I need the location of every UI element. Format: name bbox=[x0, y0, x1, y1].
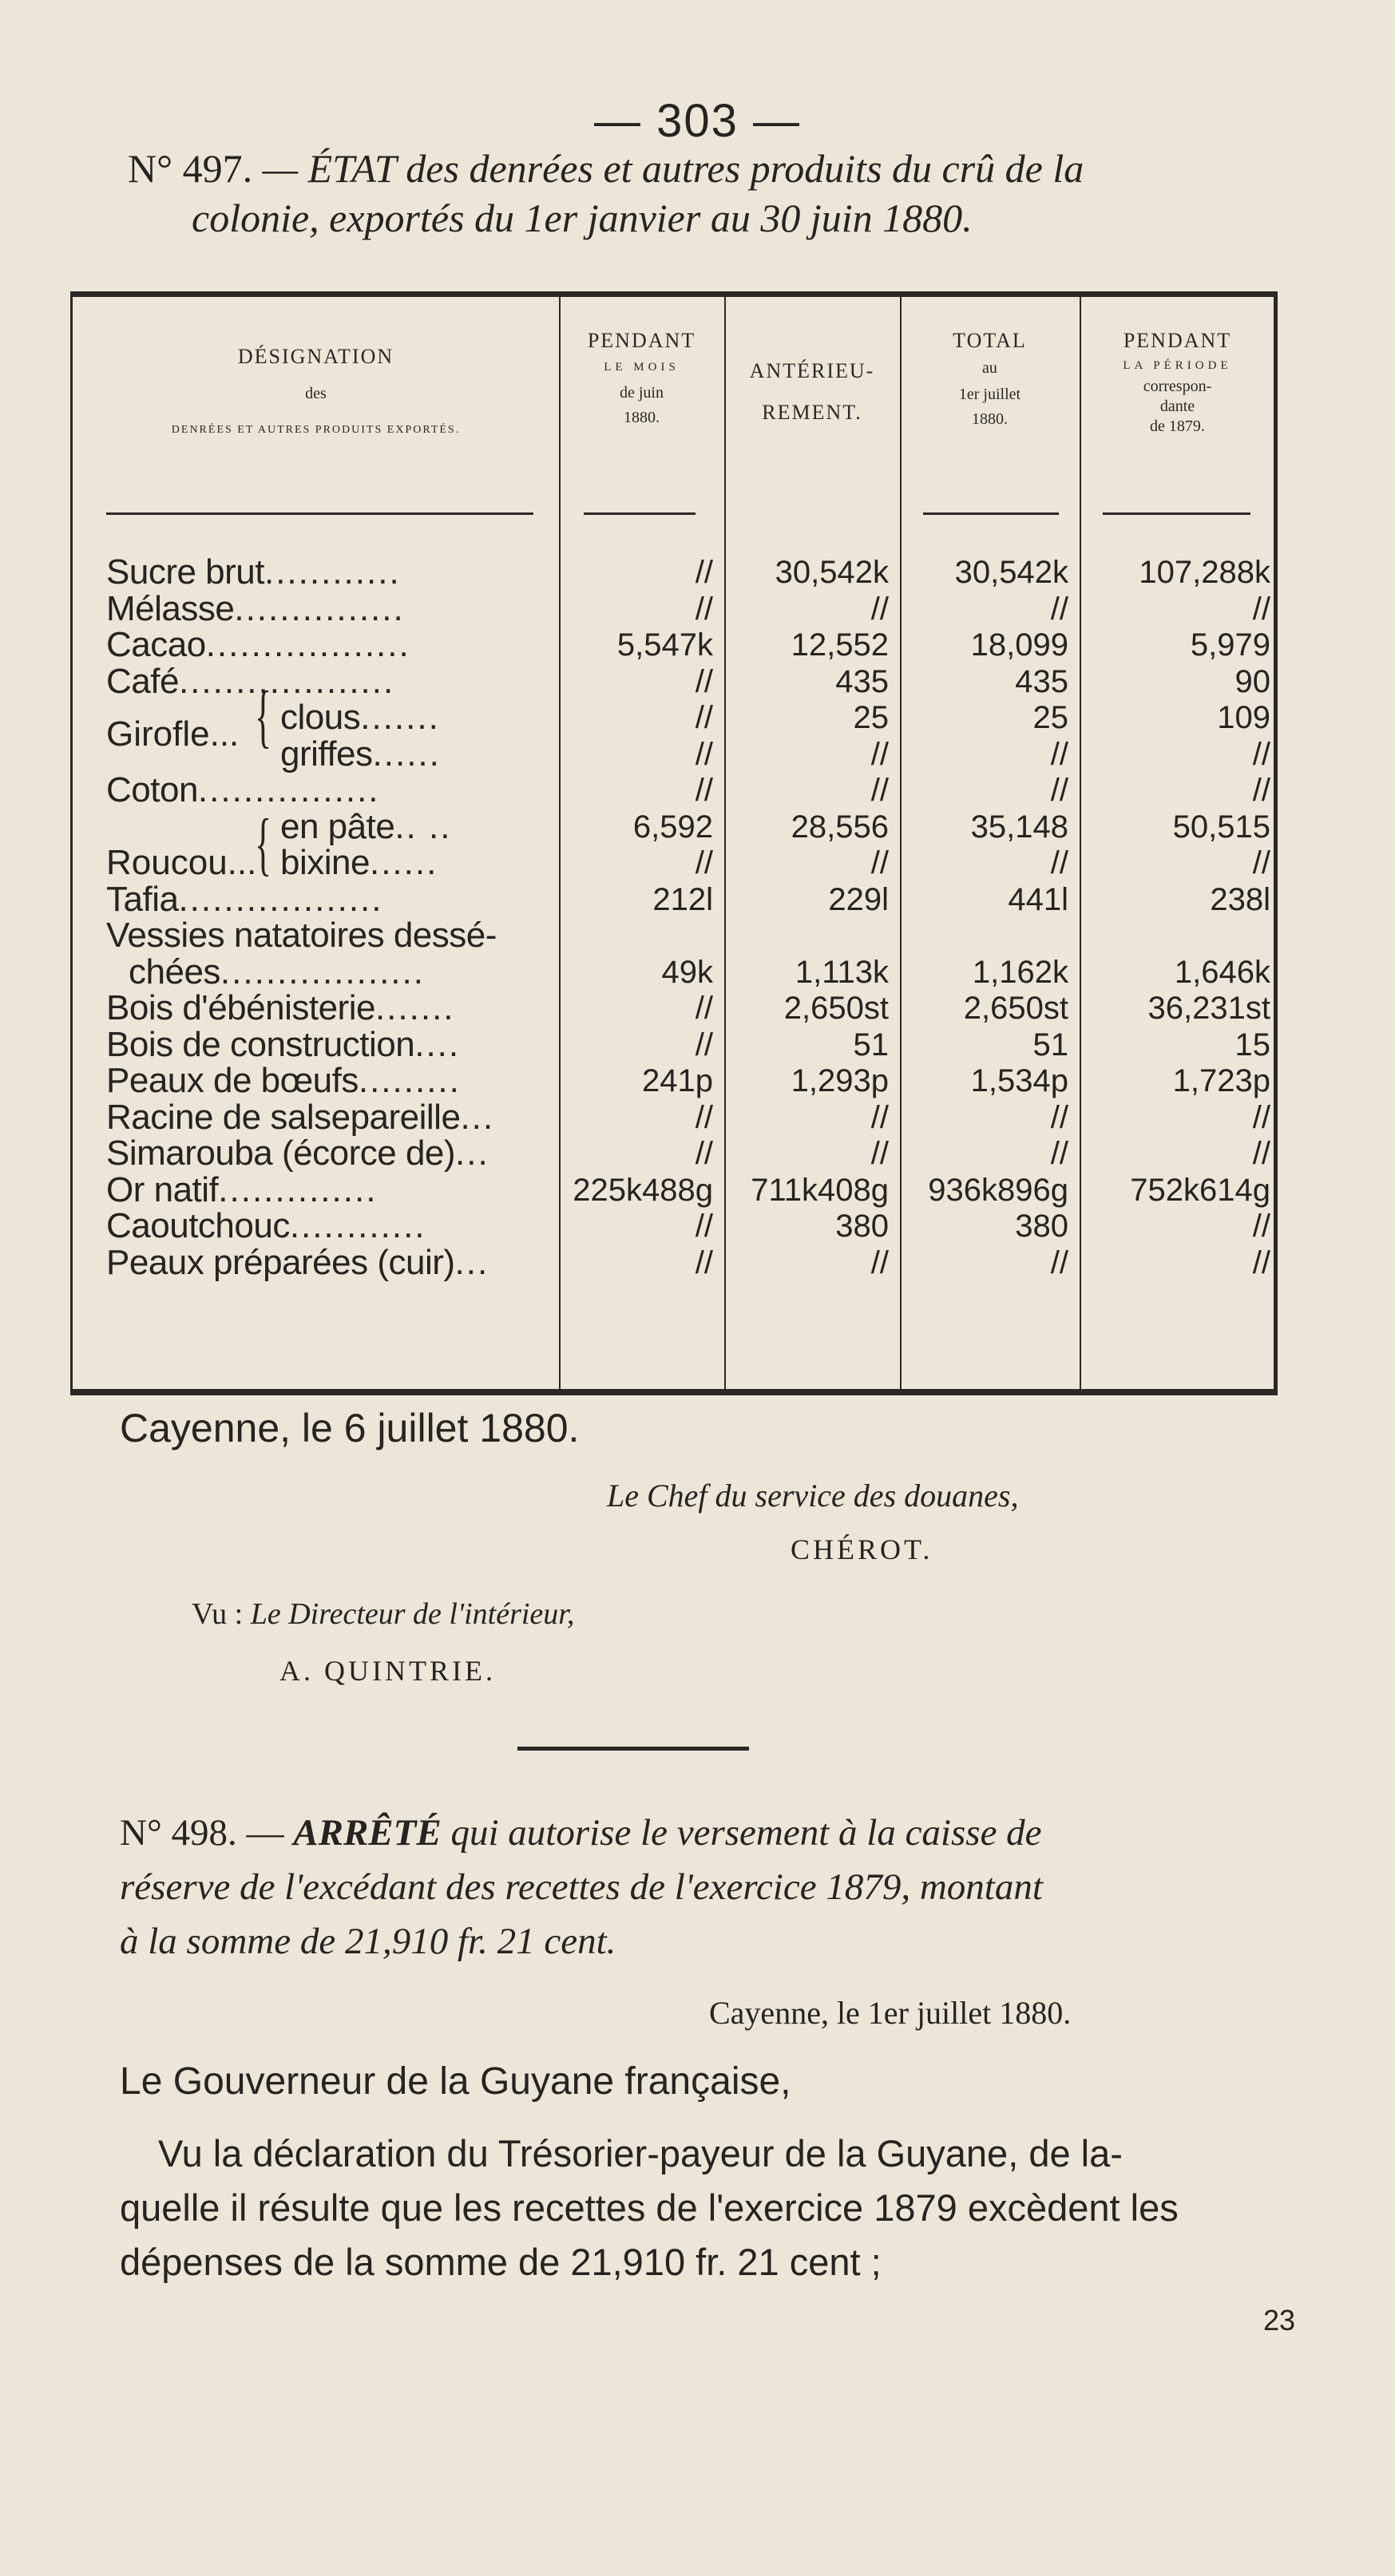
row-value-c3: 1,534p bbox=[970, 1063, 1068, 1098]
row-label-dots: ......... bbox=[358, 1061, 461, 1100]
row-label-dots: ...... bbox=[369, 843, 438, 882]
row-value-c1: // bbox=[695, 591, 713, 627]
table-row bbox=[73, 917, 1280, 954]
vu-para-line2: quelle il résulte que les recettes de l'exercice 1879 excèdent les bbox=[120, 2186, 1179, 2229]
row-label-text: Coton bbox=[106, 770, 198, 809]
arrete-dash: — bbox=[246, 1812, 284, 1854]
signature-date: Cayenne, le 6 juillet 1880. bbox=[120, 1406, 580, 1450]
row-value-c3: // bbox=[1050, 736, 1068, 772]
row-label-text: Tafia bbox=[106, 879, 179, 919]
row-value-c2: 380 bbox=[835, 1209, 889, 1244]
vu-paragraph bbox=[120, 2127, 1286, 2289]
row-label-dots: ............... bbox=[234, 588, 405, 628]
row-label-dots: .... bbox=[414, 1024, 461, 1064]
row-value-c1: // bbox=[695, 1136, 713, 1171]
header-pendant-l1: PENDANT bbox=[587, 329, 696, 352]
row-value-c3: // bbox=[1050, 1244, 1068, 1280]
row-value-c4: 15 bbox=[1234, 1027, 1270, 1062]
row-value-c3: 25 bbox=[1032, 700, 1068, 735]
row-label bbox=[106, 588, 405, 628]
row-label-text: Caoutchouc bbox=[106, 1206, 290, 1245]
row-value-c4: 5,979 bbox=[1190, 627, 1270, 663]
row-value-c3: // bbox=[1050, 1136, 1068, 1171]
row-value-c3: // bbox=[1050, 1099, 1068, 1135]
row-value-c1: 49k bbox=[661, 954, 713, 990]
heading-line2: colonie, exportés du 1er janvier au 30 juin 1880. bbox=[192, 196, 973, 240]
header-total-l4: 1880. bbox=[972, 410, 1008, 428]
header-rule bbox=[1103, 512, 1250, 515]
row-label bbox=[280, 806, 452, 846]
table-heading bbox=[128, 144, 1294, 243]
row-value-c3: // bbox=[1050, 773, 1068, 808]
header-rule bbox=[584, 512, 696, 515]
row-value-c2: // bbox=[870, 845, 889, 880]
row-value-c1: // bbox=[695, 736, 713, 772]
page-number: — 303 — bbox=[594, 95, 801, 147]
header-designation bbox=[73, 345, 559, 437]
arrete-title: ARRÊTÉ bbox=[293, 1812, 442, 1854]
heading-dash: — bbox=[262, 146, 299, 191]
row-label-text: bixine bbox=[280, 843, 370, 882]
row-label bbox=[280, 845, 438, 881]
table-row bbox=[73, 663, 1280, 700]
table-row bbox=[73, 699, 1280, 736]
table-row bbox=[73, 772, 1280, 809]
row-label bbox=[106, 1062, 461, 1099]
row-label-text: Bois d'ébénisterie bbox=[106, 988, 375, 1027]
row-label-dots: .............. bbox=[218, 1169, 378, 1209]
row-value-c1: 5,547k bbox=[616, 627, 713, 663]
section-divider bbox=[517, 1747, 749, 1751]
table-row bbox=[73, 1169, 1280, 1209]
row-label-text: Café bbox=[106, 661, 179, 701]
row-value-c4: 36,231st bbox=[1147, 991, 1270, 1026]
row-value-c3: 2,650st bbox=[963, 991, 1068, 1026]
row-value-c4: 109 bbox=[1217, 700, 1270, 735]
row-value-c2: 229l bbox=[828, 881, 889, 917]
table-row bbox=[73, 1099, 1280, 1136]
row-value-c3: 1,162k bbox=[972, 954, 1068, 990]
vu-para-line1: Vu la déclaration du Trésorier-payeur de la Guyane, de la- bbox=[158, 2132, 1123, 2174]
row-value-c1: // bbox=[695, 663, 713, 699]
row-label bbox=[280, 699, 440, 736]
row-value-c1: // bbox=[695, 991, 713, 1026]
row-value-c4: 50,515 bbox=[1172, 809, 1270, 845]
row-value-c1: 212l bbox=[652, 881, 713, 917]
row-label bbox=[106, 1208, 426, 1244]
row-label-text: en pâte bbox=[280, 806, 395, 846]
row-value-c2: 30,542k bbox=[775, 555, 889, 590]
row-label-dots: ....... bbox=[375, 988, 455, 1027]
row-label-dots: ................ bbox=[197, 770, 380, 809]
row-value-c3: // bbox=[1050, 591, 1068, 627]
row-value-c2: 435 bbox=[835, 663, 889, 699]
row-value-c1: // bbox=[695, 845, 713, 880]
table-row bbox=[73, 806, 1280, 846]
row-label-dots: ............ bbox=[264, 552, 401, 592]
row-value-c3: 435 bbox=[1015, 663, 1068, 699]
row-label bbox=[106, 663, 394, 700]
row-value-c2: // bbox=[870, 773, 889, 808]
row-label bbox=[129, 954, 425, 991]
row-value-c2: // bbox=[870, 736, 889, 772]
row-value-c3: 18,099 bbox=[970, 627, 1068, 663]
row-label-text: Simarouba (écorce de) bbox=[106, 1134, 456, 1173]
row-label-dots: ............ bbox=[289, 1206, 426, 1245]
governor-line: Le Gouverneur de la Guyane française, bbox=[120, 2060, 791, 2103]
header-rule bbox=[106, 512, 533, 515]
heading-number: N° 497. bbox=[128, 146, 253, 191]
row-value-c4: // bbox=[1252, 1209, 1270, 1244]
row-value-c1: // bbox=[695, 1099, 713, 1135]
row-label-text: Bois de construction bbox=[106, 1024, 415, 1064]
table-row bbox=[73, 1244, 1280, 1281]
row-label bbox=[106, 772, 380, 809]
row-label bbox=[106, 1099, 494, 1136]
row-label-dots: .................. bbox=[205, 625, 410, 664]
row-label-text: Racine de salsepareille bbox=[106, 1097, 461, 1137]
row-value-c4: // bbox=[1252, 591, 1270, 627]
row-label-dots: ...... bbox=[372, 734, 441, 774]
row-label bbox=[106, 1135, 489, 1172]
row-value-c1: // bbox=[695, 555, 713, 590]
row-value-c3: 35,148 bbox=[970, 809, 1068, 845]
header-designation-l1: DÉSIGNATION bbox=[237, 345, 394, 368]
row-label-dots: .................. bbox=[178, 879, 383, 919]
header-pendant-l3: de juin bbox=[620, 384, 664, 402]
header-rule bbox=[923, 512, 1059, 515]
signatory-title: Le Chef du service des douanes, bbox=[607, 1478, 1019, 1514]
row-label-dots: ... bbox=[460, 1097, 495, 1137]
arrete-date: Cayenne, le 1er juillet 1880. bbox=[709, 1995, 1072, 2031]
row-label-dots: .. .. bbox=[394, 806, 452, 846]
header-pendant bbox=[559, 329, 724, 427]
row-value-c4: 90 bbox=[1234, 663, 1270, 699]
vu-prefix: Vu : bbox=[192, 1597, 244, 1631]
row-label bbox=[106, 1024, 461, 1064]
row-value-c4: 238l bbox=[1210, 881, 1270, 917]
header-periode-l4: dante bbox=[1159, 398, 1195, 415]
arrete-number: N° 498. bbox=[120, 1812, 237, 1854]
row-value-c1: // bbox=[695, 700, 713, 735]
arrete-line2: réserve de l'excédant des recettes de l'exercice 1879, montant bbox=[120, 1866, 1043, 1908]
header-periode-l5: de 1879. bbox=[1150, 417, 1205, 435]
brace-girofle: { bbox=[255, 678, 272, 755]
row-value-c3: 441l bbox=[1008, 881, 1068, 917]
row-value-c1: // bbox=[695, 773, 713, 808]
row-label-dots: ... bbox=[454, 1242, 489, 1282]
table-row bbox=[73, 627, 1280, 663]
row-value-c3: 936k896g bbox=[928, 1172, 1068, 1208]
row-value-c2: 25 bbox=[853, 700, 889, 735]
row-value-c2: // bbox=[870, 1244, 889, 1280]
arrete-line1: qui autorise le versement à la caisse de bbox=[450, 1812, 1042, 1854]
table-row bbox=[73, 588, 1280, 628]
row-value-c3: 30,542k bbox=[954, 555, 1068, 590]
table-row bbox=[73, 1208, 1280, 1244]
row-value-c1: // bbox=[695, 1209, 713, 1244]
director-name: A. QUINTRIE. bbox=[279, 1655, 496, 1687]
table-row bbox=[73, 954, 1280, 991]
header-total-l2: au bbox=[982, 359, 997, 377]
arrete-heading bbox=[120, 1806, 1286, 1969]
header-anterieurement-l2: REMENT. bbox=[762, 401, 862, 424]
row-label-text: Sucre brut bbox=[106, 552, 264, 592]
row-label-dots: .................. bbox=[220, 952, 425, 991]
row-label-text: Peaux de bœufs bbox=[106, 1061, 359, 1100]
export-table bbox=[70, 291, 1278, 1395]
row-label bbox=[106, 627, 410, 663]
row-label-dots: ... bbox=[455, 1134, 489, 1173]
header-anterieurement bbox=[724, 359, 900, 425]
row-value-c4: // bbox=[1252, 1244, 1270, 1280]
row-value-c4: 1,723p bbox=[1172, 1063, 1270, 1098]
row-label-text: chées bbox=[129, 952, 220, 991]
row-label-text: Cacao bbox=[106, 625, 206, 664]
header-periode-l3: correspon- bbox=[1143, 378, 1212, 395]
table-row bbox=[73, 1062, 1280, 1099]
header-designation-l2: des bbox=[305, 385, 327, 402]
header-pendant-l2: LE MOIS bbox=[604, 361, 680, 374]
row-value-c4: // bbox=[1252, 1099, 1270, 1135]
header-pendant-l4: 1880. bbox=[624, 409, 660, 426]
row-value-c2: // bbox=[870, 591, 889, 627]
row-value-c3: 51 bbox=[1032, 1027, 1068, 1062]
row-value-c2: 711k408g bbox=[751, 1172, 889, 1208]
row-value-c1: 241p bbox=[642, 1063, 713, 1098]
vu-line bbox=[192, 1597, 574, 1632]
row-value-c1: // bbox=[695, 1244, 713, 1280]
row-label-dots: ....... bbox=[360, 698, 440, 737]
arrete-line3: à la somme de 21,910 fr. 21 cent. bbox=[120, 1921, 616, 1962]
row-label bbox=[106, 554, 401, 591]
row-label bbox=[106, 881, 383, 918]
row-value-c2: 1,293p bbox=[791, 1063, 889, 1098]
row-label bbox=[106, 917, 497, 954]
row-value-c2: 2,650st bbox=[783, 991, 889, 1026]
row-value-c4: 1,646k bbox=[1174, 954, 1270, 990]
row-value-c4: // bbox=[1252, 773, 1270, 808]
vu-para-line3: dépenses de la somme de 21,910 fr. 21 cent ; bbox=[120, 2241, 882, 2283]
row-value-c4: // bbox=[1252, 845, 1270, 880]
row-value-c1: 6,592 bbox=[632, 809, 713, 845]
table-row bbox=[73, 990, 1280, 1027]
row-value-c1: // bbox=[695, 1027, 713, 1062]
signatory-name: CHÉROT. bbox=[791, 1533, 933, 1565]
row-value-c2: 1,113k bbox=[795, 954, 889, 990]
header-anterieurement-l1: ANTÉRIEU- bbox=[749, 359, 875, 382]
row-label bbox=[106, 1169, 378, 1209]
row-value-c3: // bbox=[1050, 845, 1068, 880]
brace-label-roucou: Roucou... bbox=[106, 843, 257, 882]
table-row bbox=[73, 554, 1280, 591]
row-label-text: clous bbox=[280, 698, 361, 737]
signature-mark: 23 bbox=[1263, 2304, 1296, 2337]
row-value-c3: 380 bbox=[1015, 1209, 1068, 1244]
row-label bbox=[106, 1244, 489, 1281]
row-value-c2: 28,556 bbox=[791, 809, 889, 845]
table-row bbox=[73, 1024, 1280, 1064]
header-designation-l3: DENRÉES ET AUTRES PRODUITS EXPORTÉS. bbox=[171, 424, 461, 436]
row-value-c2: 12,552 bbox=[791, 627, 889, 663]
header-pendant-periode bbox=[1080, 329, 1275, 436]
row-value-c2: 51 bbox=[853, 1027, 889, 1062]
header-periode-l2: LA PÉRIODE bbox=[1123, 359, 1232, 372]
header-total-l3: 1er juillet bbox=[958, 386, 1021, 403]
row-value-c4: 752k614g bbox=[1130, 1172, 1270, 1208]
row-value-c4: // bbox=[1252, 736, 1270, 772]
table-row bbox=[73, 1135, 1280, 1172]
row-value-c4: 107,288k bbox=[1139, 555, 1270, 590]
header-total bbox=[900, 329, 1080, 429]
row-value-c2: // bbox=[870, 1136, 889, 1171]
row-label bbox=[280, 736, 441, 773]
row-value-c1: 225k488g bbox=[573, 1172, 713, 1208]
brace-roucou: { bbox=[255, 805, 272, 883]
row-label-text: Or natif bbox=[106, 1169, 219, 1209]
vu-title: Le Directeur de l'intérieur, bbox=[250, 1597, 575, 1631]
row-label-text: Peaux préparées (cuir) bbox=[106, 1242, 455, 1282]
table-row bbox=[73, 736, 1280, 773]
brace-label-girofle: Girofle... bbox=[106, 714, 240, 754]
row-label-dots: ................... bbox=[178, 661, 395, 701]
header-periode-l1: PENDANT bbox=[1123, 329, 1232, 352]
row-label-text: Vessies natatoires dessé- bbox=[106, 916, 497, 955]
row-value-c4: // bbox=[1252, 1136, 1270, 1171]
table-row bbox=[73, 881, 1280, 918]
row-label-text: Mélasse bbox=[106, 588, 235, 628]
row-label-text: griffes bbox=[280, 734, 373, 774]
row-label bbox=[106, 990, 455, 1027]
row-value-c2: // bbox=[870, 1099, 889, 1135]
header-total-l1: TOTAL bbox=[953, 329, 1027, 352]
heading-line1: ÉTAT des denrées et autres produits du crû de la bbox=[307, 146, 1084, 191]
